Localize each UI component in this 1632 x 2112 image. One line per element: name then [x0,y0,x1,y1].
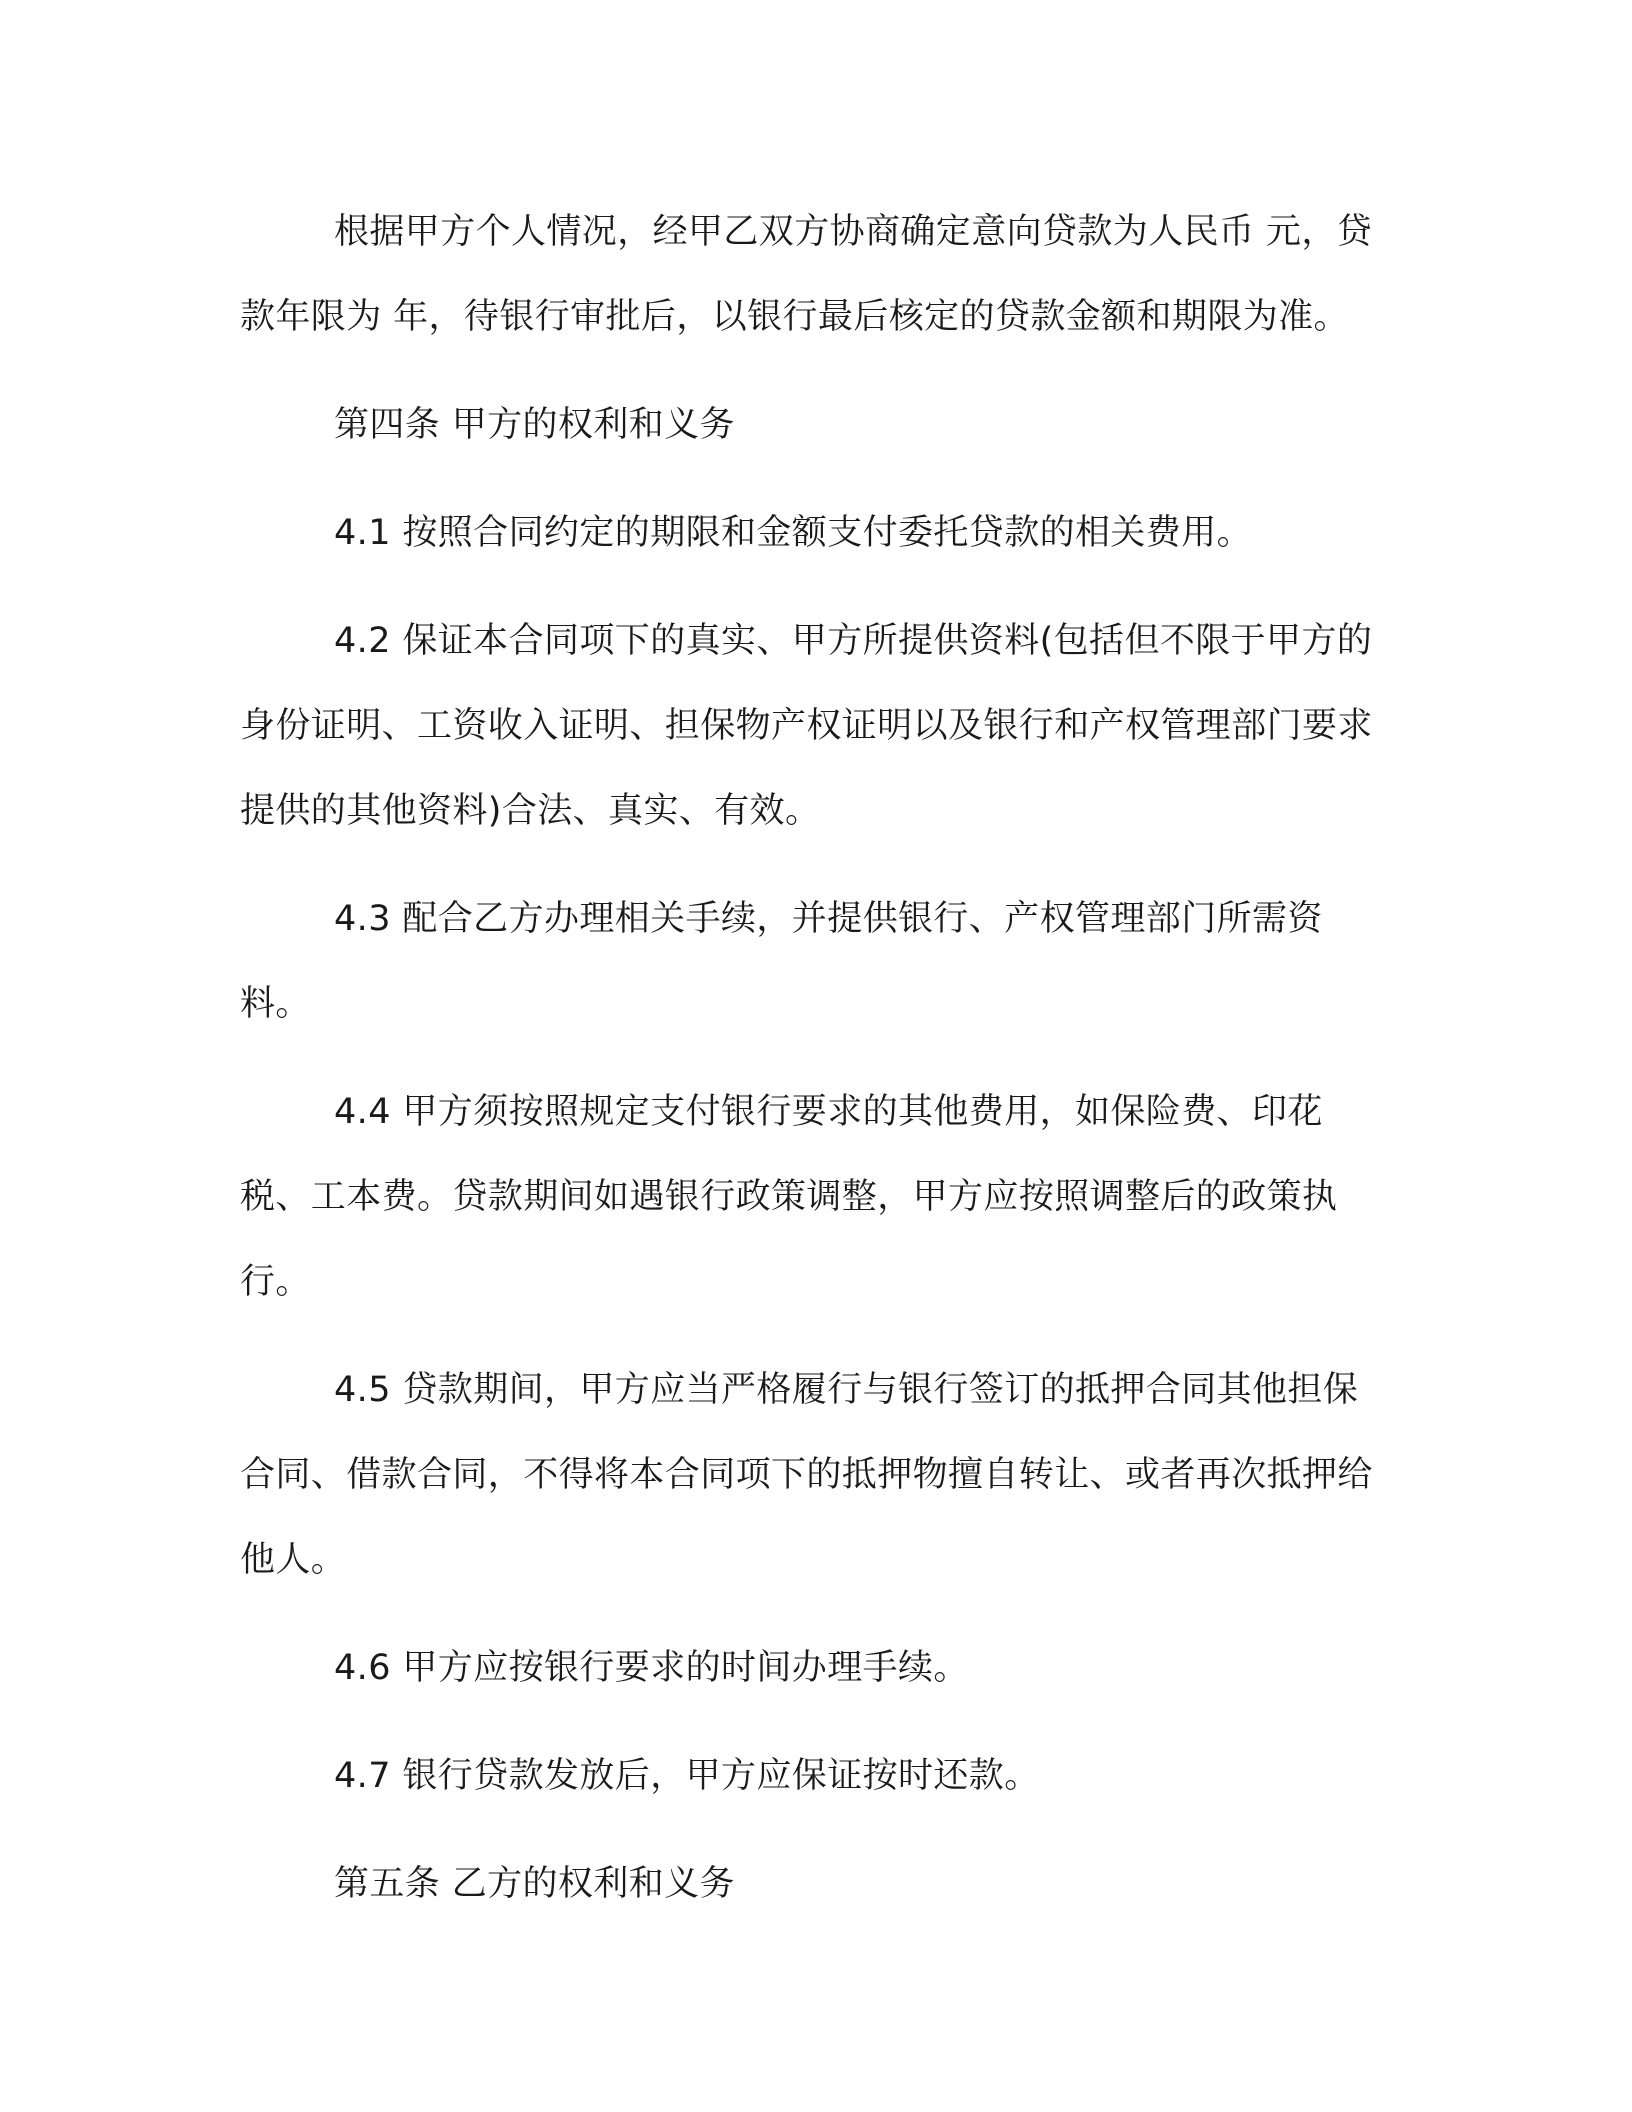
clause-4-2: 4.2 保证本合同项下的真实、甲方所提供资料(包括但不限于甲方的身份证明、工资收入证明、担保物产权证明以及银行和产权管理部门要求提供的其他资料)合法、真实、有效。 [240,621,1373,831]
clause-4-1: 4.1 按照合同约定的期限和金额支付委托贷款的相关费用。 [334,513,1252,553]
clause-4-3: 4.3 配合乙方办理相关手续，并提供银行、产权管理部门所需资料。 [240,899,1323,1024]
section-heading-article-5: 第五条 乙方的权利和义务 [334,1864,735,1904]
section-heading-article-4: 第四条 甲方的权利和义务 [334,405,735,445]
paragraph-loan-amount: 根据甲方个人情况，经甲乙双方协商确定意向贷款为人民币 元，贷款年限为 年，待银行审批后，以银行最后核定的贷款金额和期限为准。 [240,212,1373,337]
clause-4-4: 4.4 甲方须按照规定支付银行要求的其他费用，如保险费、印花税、工本费。贷款期间如遇银行政策调整，甲方应按照调整后的政策执行。 [240,1092,1338,1302]
clause-4-7: 4.7 银行贷款发放后，甲方应保证按时还款。 [334,1756,1040,1796]
document-page [240,190,1390,1950]
clause-4-5: 4.5 贷款期间，甲方应当严格履行与银行签订的抵押合同其他担保合同、借款合同，不得将本合同项下的抵押物擅自转让、或者再次抵押给他人。 [240,1370,1373,1580]
clause-4-6: 4.6 甲方应按银行要求的时间办理手续。 [334,1648,969,1688]
